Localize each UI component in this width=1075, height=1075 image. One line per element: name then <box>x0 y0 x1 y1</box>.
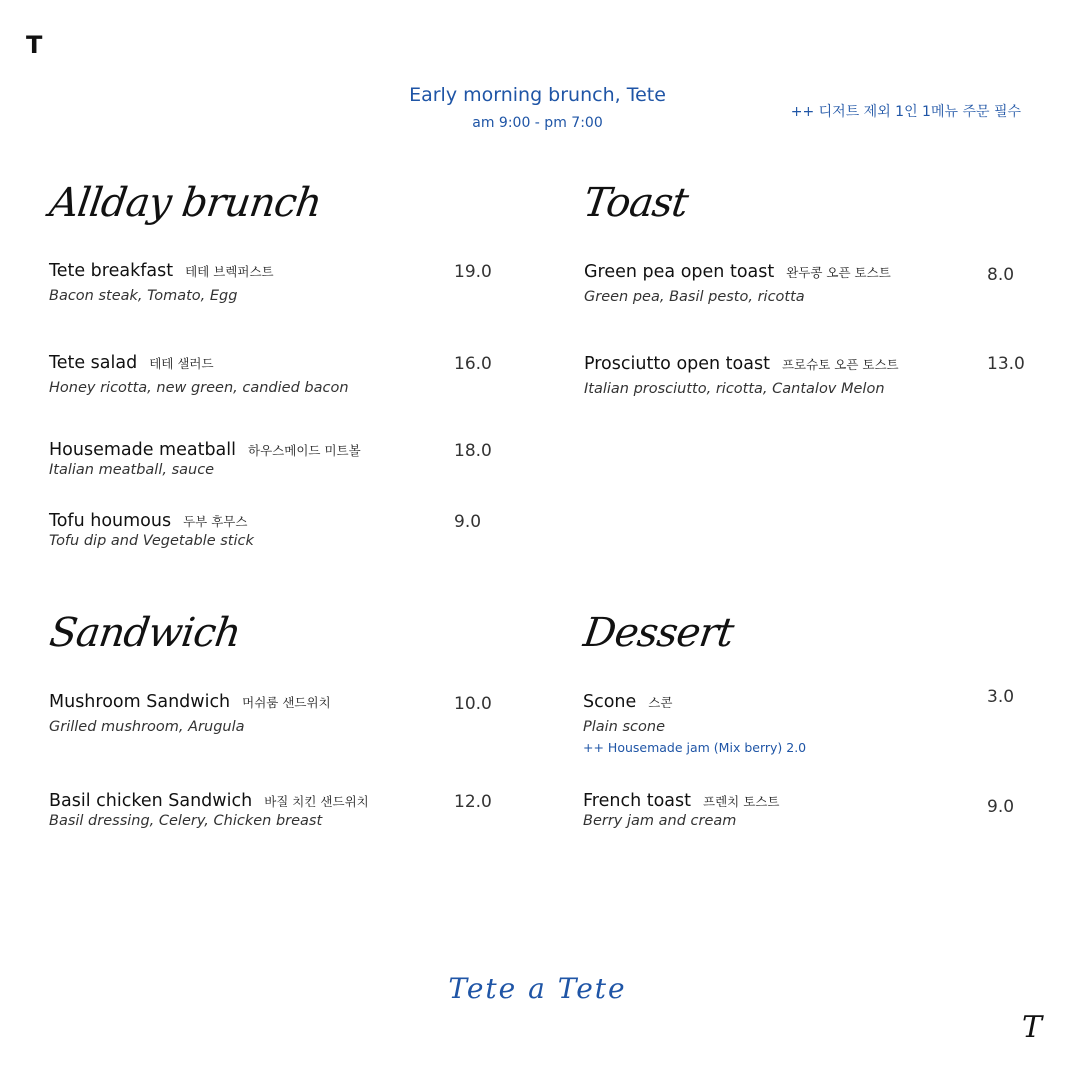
item-price: 16.0 <box>454 354 492 374</box>
section-title-toast: Toast <box>580 180 691 226</box>
opening-hours: am 9:00 - pm 7:00 <box>472 115 603 131</box>
item-name: Prosciutto open toast <box>584 354 770 374</box>
menu-item-tofu-houmous <box>49 511 254 549</box>
section-title-allday-brunch: Allday brunch <box>46 180 324 226</box>
item-korean-name: 스콘 <box>648 695 673 710</box>
item-description: Green pea, Basil pesto, ricotta <box>584 289 805 305</box>
item-price: 13.0 <box>987 354 1025 374</box>
menu-item-housemade-meatball <box>49 440 361 478</box>
item-korean-name: 테테 브렉퍼스트 <box>185 264 274 279</box>
item-korean-name: 두부 후무스 <box>183 514 248 529</box>
section-title-sandwich: Sandwich <box>46 610 244 656</box>
logo-t-script-mark: T <box>1022 1010 1043 1045</box>
item-name: Housemade meatball <box>49 440 237 460</box>
item-price: 19.0 <box>454 262 492 282</box>
item-addon: ++ Housemade jam (Mix berry) 2.0 <box>583 740 807 755</box>
menu-item-tete-salad <box>49 353 349 396</box>
item-description: Grilled mushroom, Arugula <box>49 719 245 735</box>
item-price: 8.0 <box>987 265 1015 285</box>
menu-item-basil-chicken-sandwich <box>49 791 369 829</box>
menu-item-scone <box>583 692 806 755</box>
item-description: Italian prosciutto, ricotta, Cantalov Melon <box>584 381 885 397</box>
item-price: 9.0 <box>454 512 482 532</box>
item-name: Green pea open toast <box>584 262 775 282</box>
item-name: Scone <box>583 692 637 712</box>
item-korean-name: 테테 샐러드 <box>149 356 214 371</box>
item-description: Italian meatball, sauce <box>49 462 215 478</box>
item-name: Tete salad <box>49 353 138 373</box>
item-price: 12.0 <box>454 792 492 812</box>
item-korean-name: 프렌치 토스트 <box>703 794 780 809</box>
item-name: Mushroom Sandwich <box>49 692 231 712</box>
item-description: Basil dressing, Celery, Chicken breast <box>49 813 323 829</box>
item-description: Tofu dip and Vegetable stick <box>49 533 254 549</box>
item-korean-name: 머쉬룸 샌드위치 <box>242 695 331 710</box>
item-description: Honey ricotta, new green, candied bacon <box>49 380 349 396</box>
item-description: Bacon steak, Tomato, Egg <box>49 288 238 304</box>
menu-item-green-pea-open-toast <box>584 262 891 305</box>
logo-t-mark: T <box>26 31 43 59</box>
item-name: Tofu houmous <box>49 511 172 531</box>
order-notice: ++ 디저트 제외 1인 1메뉴 주문 필수 <box>790 104 1021 120</box>
menu-item-french-toast <box>583 791 779 829</box>
item-description: Plain scone <box>583 719 665 735</box>
item-korean-name: 하우스메이드 미트볼 <box>248 443 361 458</box>
item-price: 3.0 <box>987 687 1015 707</box>
item-name: Basil chicken Sandwich <box>49 791 253 811</box>
menu-item-mushroom-sandwich <box>49 692 331 735</box>
item-price: 9.0 <box>987 797 1015 817</box>
menu-title: Early morning brunch, Tete <box>409 84 666 106</box>
item-korean-name: 바질 치킨 샌드위치 <box>264 794 369 809</box>
item-korean-name: 완두콩 오픈 토스트 <box>786 265 891 280</box>
section-title-dessert: Dessert <box>580 610 736 656</box>
menu-item-tete-breakfast <box>49 261 274 304</box>
item-price: 18.0 <box>454 441 492 461</box>
menu-item-prosciutto-open-toast <box>584 354 899 397</box>
item-name: French toast <box>583 791 692 811</box>
item-name: Tete breakfast <box>49 261 174 281</box>
item-description: Berry jam and cream <box>583 813 737 829</box>
item-price: 10.0 <box>454 694 492 714</box>
footer-signature-logo: Tete a Tete <box>448 972 627 1005</box>
item-korean-name: 프로슈토 오픈 토스트 <box>781 357 899 372</box>
